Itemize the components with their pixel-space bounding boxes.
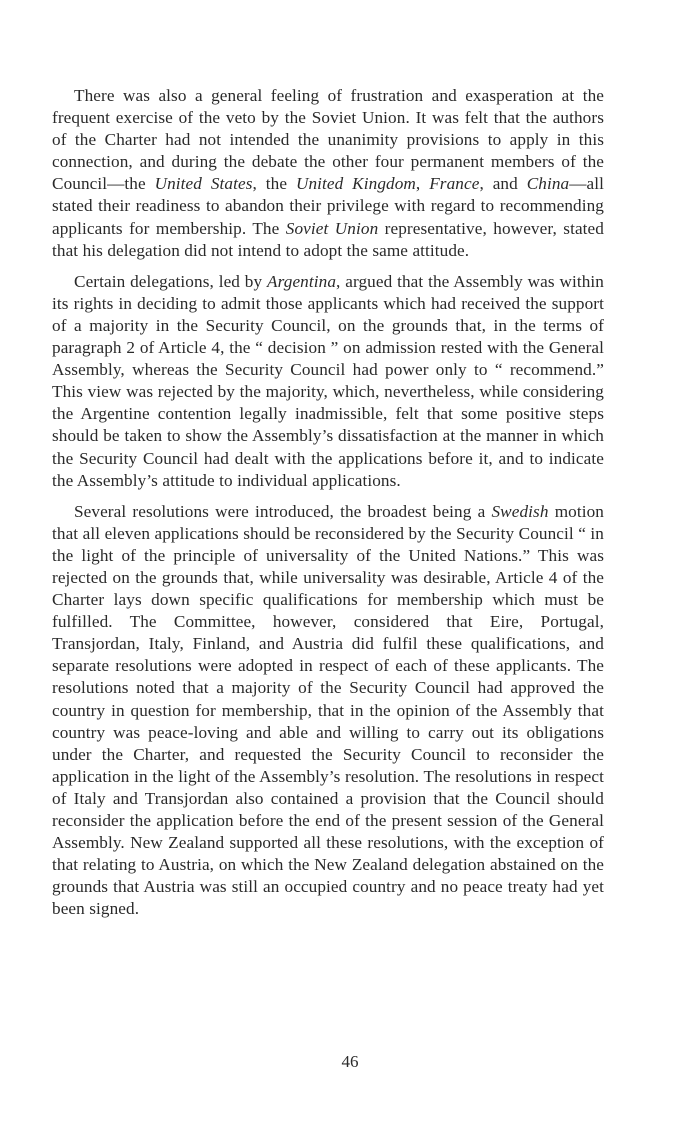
page-body — [52, 85, 604, 920]
text-run: representative, however, stated that his delegation did not intend to adopt the same attitude. — [52, 218, 604, 260]
text-run: , argued that the Assembly was within its rights in deciding to admit those applicants which had received the support of a majority in the Security Council, on the grounds that, in the terms of paragraph 2 of Article 4, the “ decision ” on admission rested with the General Assembly, whereas the Security Council had power only to “ recommend.” This view was rejected by the majority, which, nevertheless, while considering the Argentine contention legally inadmissible, felt that some positive steps should be taken to show the Assembly’s dissatisfaction at the manner in which the Security Council had dealt with the applications before it, and to indicate the Assembly’s attitude to individual applications. — [52, 271, 604, 490]
text-run: , the — [252, 174, 296, 194]
page-number: 46 — [341, 1052, 359, 1071]
text-run: Several resolutions were introduced, the broadest being a — [74, 501, 492, 521]
paragraph-veto-frustration — [52, 85, 604, 262]
italic-country-name: Swedish — [491, 501, 549, 521]
italic-country-name: France — [429, 174, 480, 194]
paragraph-resolutions — [52, 501, 604, 921]
italic-country-name: China — [526, 174, 570, 194]
text-run: , — [415, 174, 430, 194]
italic-country-name: Soviet Union — [285, 218, 379, 238]
text-run: , and — [479, 174, 527, 194]
italic-country-name: United Kingdom — [295, 174, 416, 194]
paragraph-argentina-argument — [52, 271, 604, 492]
text-run: There was also a general feeling of frustration and exasperation at the frequent exercise of the veto by the Soviet Union. It was felt that the authors of the Charter had not intended the unanimity provisions to apply in this connection, and during the debate the other four permanent members of the Council—the — [52, 86, 604, 194]
italic-country-name: Argentina — [267, 271, 337, 291]
text-run: —all stated their readiness to abandon their privilege with regard to recommending applicants for membership. The — [52, 174, 605, 238]
text-run: Certain delegations, led by — [74, 271, 268, 291]
text-run: motion that all eleven applications should be reconsidered by the Security Council “ in the light of the principle of universality of the United Nations.” This was rejected on the grounds that, while universality was desirable, Article 4 of the Charter lays down specific qualifications for membership which must be fulfilled. The Committee, however, considered that Eire, Portugal, Transjordan, Italy, Finland, and Austria did fulfil these qualifications, and separate resolutions were adopted in respect of each of these applicants. The resolutions noted that a majority of the Security Council had approved the country in question for membership, that in the opinion of the Assembly that country was peace-loving and able and willing to carry out its obligations under the Charter, and requested the Security Council to reconsider the application in the light of the Assembly’s resolution. The resolutions in respect of Italy and Transjordan also contained a provision that the Council should reconsider the application before the end of the present session of the General Assembly. New Zealand supported all these resolutions, with the exception of that relating to Austria, on which the New Zealand delegation abstained on the grounds that Austria was still an occupied country and no peace treaty had yet been signed. — [52, 501, 604, 919]
italic-country-name: United States — [154, 174, 253, 194]
